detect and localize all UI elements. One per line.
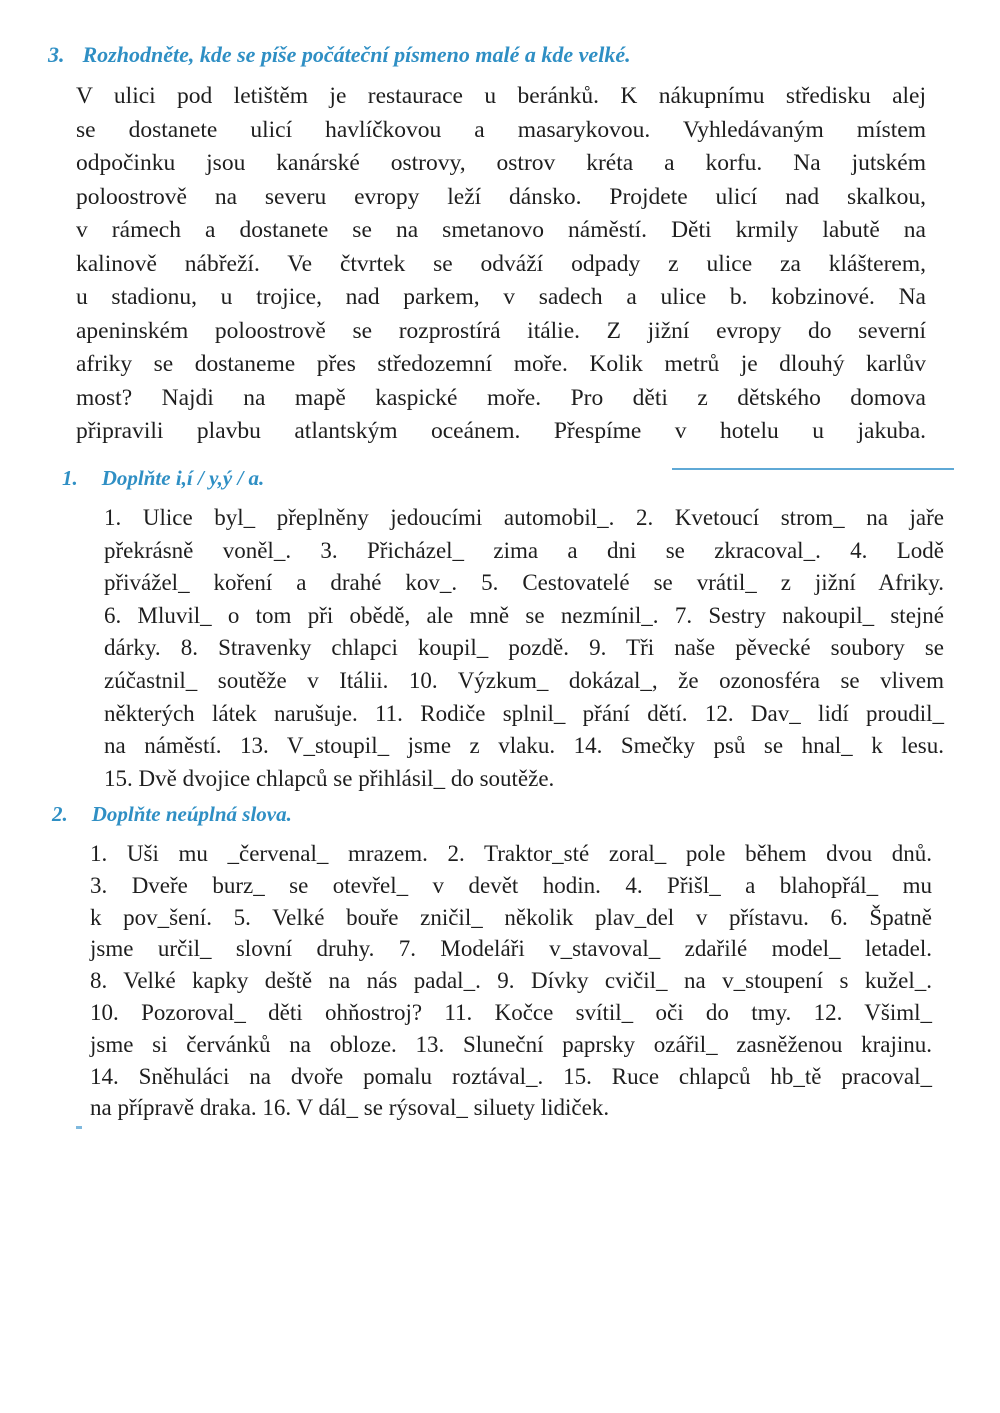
text-line: afriky se dostaneme přes středozemní moře. Kolik metrů je dlouhý karlův bbox=[76, 351, 926, 377]
text-line: 6. Mluvil_ o tom při obědě, ale mně se nezmínil_. 7. Sestry nakoupil_ stejné bbox=[104, 602, 944, 628]
text-line: překrásně voněl_. 3. Přicházel_ zima a dni se zkracoval_. 4. Lodě bbox=[104, 537, 944, 563]
exercise-1-title: Doplňte i,í / y,ý / a. bbox=[101, 466, 265, 490]
margin-mark bbox=[76, 1126, 82, 1129]
text-line: se dostanete ulicí havlíčkovou a masarykovou. Vyhledávaným místem bbox=[76, 116, 926, 143]
text-line: 15. Dvě dvojice chlapců se přihlásil_ do soutěže. bbox=[104, 765, 555, 791]
text-line: dárky. 8. Stravenky chlapci koupil_ pozdě. 9. Tři naše pěvecké soubory se bbox=[104, 635, 944, 661]
text-line: 8. Velké kapky deště na nás padal_. 9. Dívky cvičil_ na v_stoupení s kužel_. bbox=[90, 968, 932, 994]
text-line: připravili plavbu atlantským oceánem. Přespíme v hotelu u jakuba. bbox=[76, 418, 926, 444]
text-line: některých látek narušuje. 11. Rodiče splnil_ přání dětí. 12. Dav_ lidí proudil_ bbox=[104, 700, 944, 726]
text-line: u stadionu, u trojice, nad parkem, v sadech a ulice b. kobzinové. Na bbox=[76, 284, 926, 310]
text-line: poloostrově na severu evropy leží dánsko. Projdete ulicí nad skalkou, bbox=[76, 183, 926, 210]
text-line: k pov_šení. 5. Velké bouře zničil_ několik plav_del v přístavu. 6. Špatně bbox=[90, 904, 932, 930]
text-line: na náměstí. 13. V_stoupil_ jsme z vlaku. 14. Smečky psů se hnal_ k lesu. bbox=[104, 733, 944, 759]
exercise-2-heading bbox=[52, 802, 292, 827]
exercise-2-number: 2. bbox=[52, 802, 68, 826]
exercise-2-title: Doplňte neúplná slova. bbox=[91, 802, 292, 826]
exercise-3-title: Rozhodněte, kde se píše počáteční písmeno malé a kde velké. bbox=[82, 42, 631, 67]
exercise-1-heading bbox=[62, 466, 264, 491]
text-line: 10. Pozoroval_ děti ohňostroj? 11. Kočce svítil_ oči do tmy. 12. Všiml_ bbox=[90, 999, 932, 1025]
text-line: V ulici pod letištěm je restaurace u beránků. K nákupnímu středisku alej bbox=[76, 83, 926, 109]
exercise-3-text bbox=[76, 80, 926, 449]
text-line: 1. Uši mu _červenal_ mrazem. 2. Traktor_sté zoral_ pole během dvou dnů. bbox=[90, 841, 932, 866]
text-line: apeninském poloostrově se rozprostírá itálie. Z jižní evropy do severní bbox=[76, 317, 926, 344]
text-line: 3. Dveře burz_ se otevřel_ v devět hodin. 4. Přišl_ a blahopřál_ mu bbox=[90, 872, 932, 898]
text-line: odpočinku jsou kanárské ostrovy, ostrov kréta a korfu. Na jutském bbox=[76, 150, 926, 176]
exercise-2-text bbox=[90, 838, 932, 1124]
text-line: kalinově nábřeží. Ve čtvrtek se odváží odpady z ulice za klášterem, bbox=[76, 250, 926, 277]
text-line: jsme určil_ slovní druhy. 7. Modeláři v_stavoval_ zdařilé model_ letadel. bbox=[90, 936, 932, 962]
exercise-3-heading bbox=[48, 42, 631, 68]
text-line: jsme si červánků na obloze. 13. Sluneční paprsky ozářil_ zasněženou krajinu. bbox=[90, 1031, 932, 1057]
section-divider bbox=[672, 468, 954, 470]
exercise-3-number: 3. bbox=[48, 42, 65, 67]
text-line: zúčastnil_ soutěže v Itálii. 10. Výzkum_ dokázal_, že ozonosféra se vlivem bbox=[104, 667, 944, 693]
exercise-1-number: 1. bbox=[62, 466, 78, 490]
text-line: přivážel_ koření a drahé kov_. 5. Cestovatelé se vrátil_ z jižní Afriky. bbox=[104, 570, 944, 596]
text-line: v rámech a dostanete se na smetanovo náměstí. Děti krmily labutě na bbox=[76, 217, 926, 243]
exercise-1-text bbox=[104, 502, 944, 795]
text-line: 14. Sněhuláci na dvoře pomalu roztával_. 15. Ruce chlapců hb_tě pracoval_ bbox=[90, 1063, 932, 1089]
text-line: most? Najdi na mapě kaspické moře. Pro děti z dětského domova bbox=[76, 384, 926, 411]
text-line: 1. Ulice byl_ přeplněny jedoucími automobil_. 2. Kvetoucí strom_ na jaře bbox=[104, 505, 944, 530]
text-line: na přípravě draka. 16. V dál_ se rýsoval_ siluety lidiček. bbox=[90, 1095, 610, 1121]
